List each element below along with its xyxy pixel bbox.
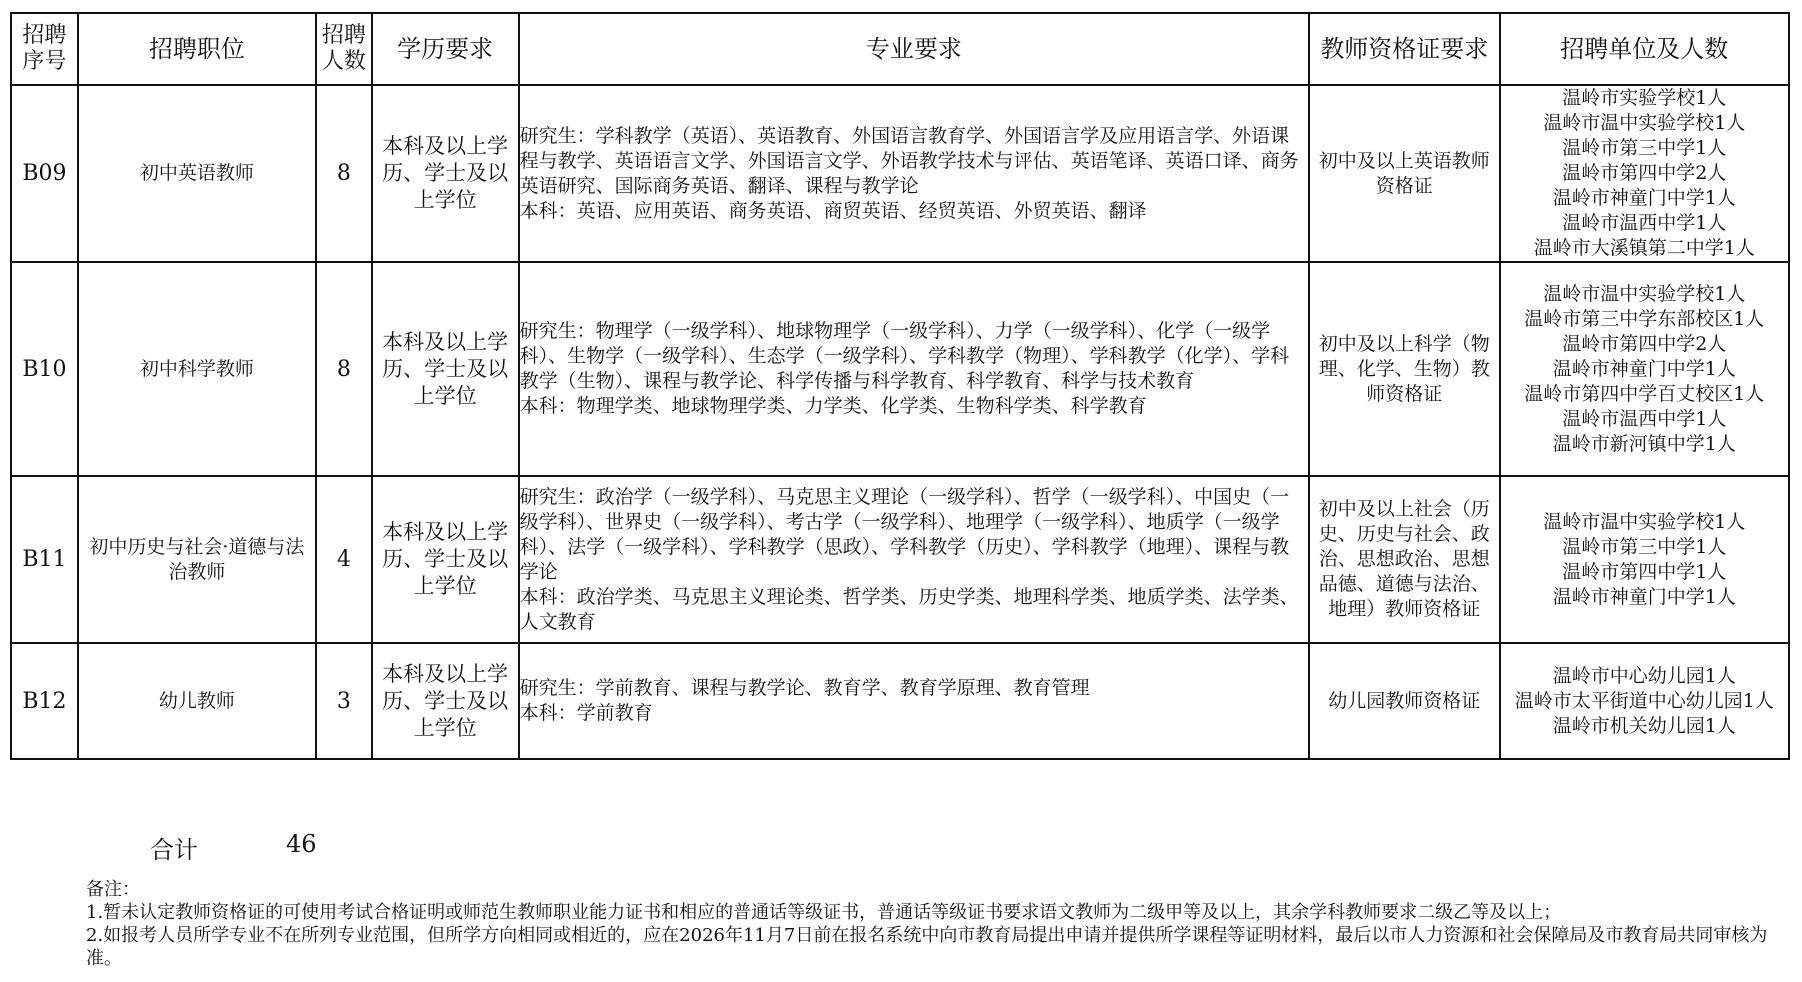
row-code: B09	[11, 85, 78, 262]
row-cert: 初中及以上社会（历史、历史与社会、政治、思想政治、思想品德、道德与法治、地理）教师资格证	[1309, 476, 1499, 643]
header-position: 招聘职位	[78, 13, 316, 85]
header-count: 招聘人数	[316, 13, 372, 85]
row-position: 初中英语教师	[78, 85, 316, 262]
row-education: 本科及以上学历、学士及以上学位	[372, 262, 519, 476]
header-education: 学历要求	[372, 13, 519, 85]
table-row	[11, 643, 1789, 759]
row-cert: 初中及以上科学（物理、化学、生物）教师资格证	[1309, 262, 1499, 476]
row-cert: 初中及以上英语教师资格证	[1309, 85, 1499, 262]
header-cert: 教师资格证要求	[1309, 13, 1499, 85]
major-undergraduate: 本科：政治学类、马克思主义理论类、哲学类、历史学类、地理科学类、地质学类、法学类、人文教育	[519, 585, 1299, 633]
row-position: 初中科学教师	[78, 262, 316, 476]
unit-item: 温岭市温中实验学校1人	[1543, 510, 1746, 533]
row-position: 幼儿教师	[78, 643, 316, 759]
table-row	[11, 85, 1789, 262]
major-graduate: 研究生：物理学（一级学科）、地球物理学（一级学科）、力学（一级学科）、化学（一级学科）、生物学（一级学科）、生态学（一级学科）、学科教学（物理）、学科教学（化学）、学科教学（生物）、课程与教学论、科学传播与科学教育、科学教育、科学与技术教育	[519, 320, 1290, 392]
total-label: 合计	[150, 836, 198, 864]
notes-title: 备注：	[86, 879, 140, 900]
row-units	[1500, 85, 1790, 262]
table-row	[11, 476, 1789, 643]
major-undergraduate: 本科：英语、应用英语、商务英语、商贸英语、经贸英语、外贸英语、翻译	[519, 199, 1147, 222]
major-undergraduate: 本科：物理学类、地球物理学类、力学类、化学类、生物科学类、科学教育	[519, 395, 1147, 417]
unit-item: 温岭市第四中学2人	[1562, 332, 1727, 355]
row-count: 3	[316, 643, 372, 759]
row-units	[1500, 643, 1790, 759]
header-row	[11, 13, 1789, 85]
table-row	[11, 262, 1789, 476]
row-major	[519, 85, 1309, 262]
unit-item: 温岭市神童门中学1人	[1552, 187, 1736, 209]
unit-item: 温岭市实验学校1人	[1562, 87, 1727, 109]
unit-item: 温岭市温中实验学校1人	[1543, 282, 1746, 305]
row-education: 本科及以上学历、学士及以上学位	[372, 643, 519, 759]
major-undergraduate: 本科：学前教育	[519, 702, 653, 724]
major-graduate: 研究生：学前教育、课程与教学论、教育学、教育学原理、教育管理	[519, 677, 1090, 699]
row-units	[1500, 476, 1790, 643]
unit-item: 温岭市温中实验学校1人	[1543, 112, 1746, 134]
unit-item: 温岭市机关幼儿园1人	[1552, 714, 1736, 737]
unit-item: 温岭市温西中学1人	[1562, 407, 1727, 430]
unit-item: 温岭市第三中学东部校区1人	[1524, 307, 1765, 330]
unit-item: 温岭市大溪镇第二中学1人	[1533, 237, 1755, 259]
row-count: 4	[316, 476, 372, 643]
unit-item: 温岭市第四中学1人	[1562, 560, 1727, 583]
major-graduate: 研究生：政治学（一级学科）、马克思主义理论（一级学科）、哲学（一级学科）、中国史（一级学科）、世界史（一级学科）、考古学（一级学科）、地理学（一级学科）、地质学（一级学科）、法学（一级学科）、学科教学（思政）、学科教学（历史）、学科教学（地理）、课程与教学论	[519, 485, 1290, 583]
unit-item: 温岭市温西中学1人	[1562, 212, 1727, 234]
recruitment-table	[10, 12, 1790, 760]
header-units: 招聘单位及人数	[1500, 13, 1790, 85]
major-graduate: 研究生：学科教学（英语）、英语教育、外国语言教育学、外国语言学及应用语言学、外语课程与教学、英语语言文学、外国语言文学、外语教学技术与评估、英语笔译、英语口译、商务英语研究、国际商务英语、翻译、课程与教学论	[519, 124, 1299, 197]
row-cert: 幼儿园教师资格证	[1309, 643, 1499, 759]
row-count: 8	[316, 262, 372, 476]
note-item: 2.如报考人员所学专业不在所列专业范围，但所学方向相同或相近的，应在2026年11月7日前在报名系统中向市教育局提出申请并提供所学课程等证明材料，最后以市人力资源和社会保障局及市教育局共同审核为准。	[86, 925, 1768, 969]
unit-item: 温岭市神童门中学1人	[1552, 585, 1736, 608]
row-code: B11	[11, 476, 78, 643]
row-education: 本科及以上学历、学士及以上学位	[372, 476, 519, 643]
row-major	[519, 643, 1309, 759]
unit-item: 温岭市新河镇中学1人	[1552, 432, 1736, 455]
row-units	[1500, 262, 1790, 476]
unit-item: 温岭市第四中学2人	[1562, 162, 1727, 184]
header-seq: 招聘序号	[11, 13, 78, 85]
row-education: 本科及以上学历、学士及以上学位	[372, 85, 519, 262]
row-major	[519, 476, 1309, 643]
unit-item: 温岭市第三中学1人	[1562, 137, 1727, 159]
row-position: 初中历史与社会·道德与法治教师	[78, 476, 316, 643]
row-code: B10	[11, 262, 78, 476]
unit-item: 温岭市太平街道中心幼儿园1人	[1514, 689, 1774, 712]
header-major: 专业要求	[519, 13, 1309, 85]
row-count: 8	[316, 85, 372, 262]
note-item: 1.暂未认定教师资格证的可使用考试合格证明或师范生教师职业能力证书和相应的普通话等级证书，普通话等级证书要求语文教师为二级甲等及以上，其余学科教师要求二级乙等及以上；	[86, 902, 1562, 923]
unit-item: 温岭市神童门中学1人	[1552, 357, 1736, 380]
unit-item: 温岭市第四中学百丈校区1人	[1524, 382, 1765, 405]
unit-item: 温岭市中心幼儿园1人	[1552, 664, 1736, 687]
unit-item: 温岭市第三中学1人	[1562, 535, 1727, 558]
notes-section	[86, 878, 1786, 970]
row-major	[519, 262, 1309, 476]
total-value: 46	[286, 830, 317, 858]
row-code: B12	[11, 643, 78, 759]
